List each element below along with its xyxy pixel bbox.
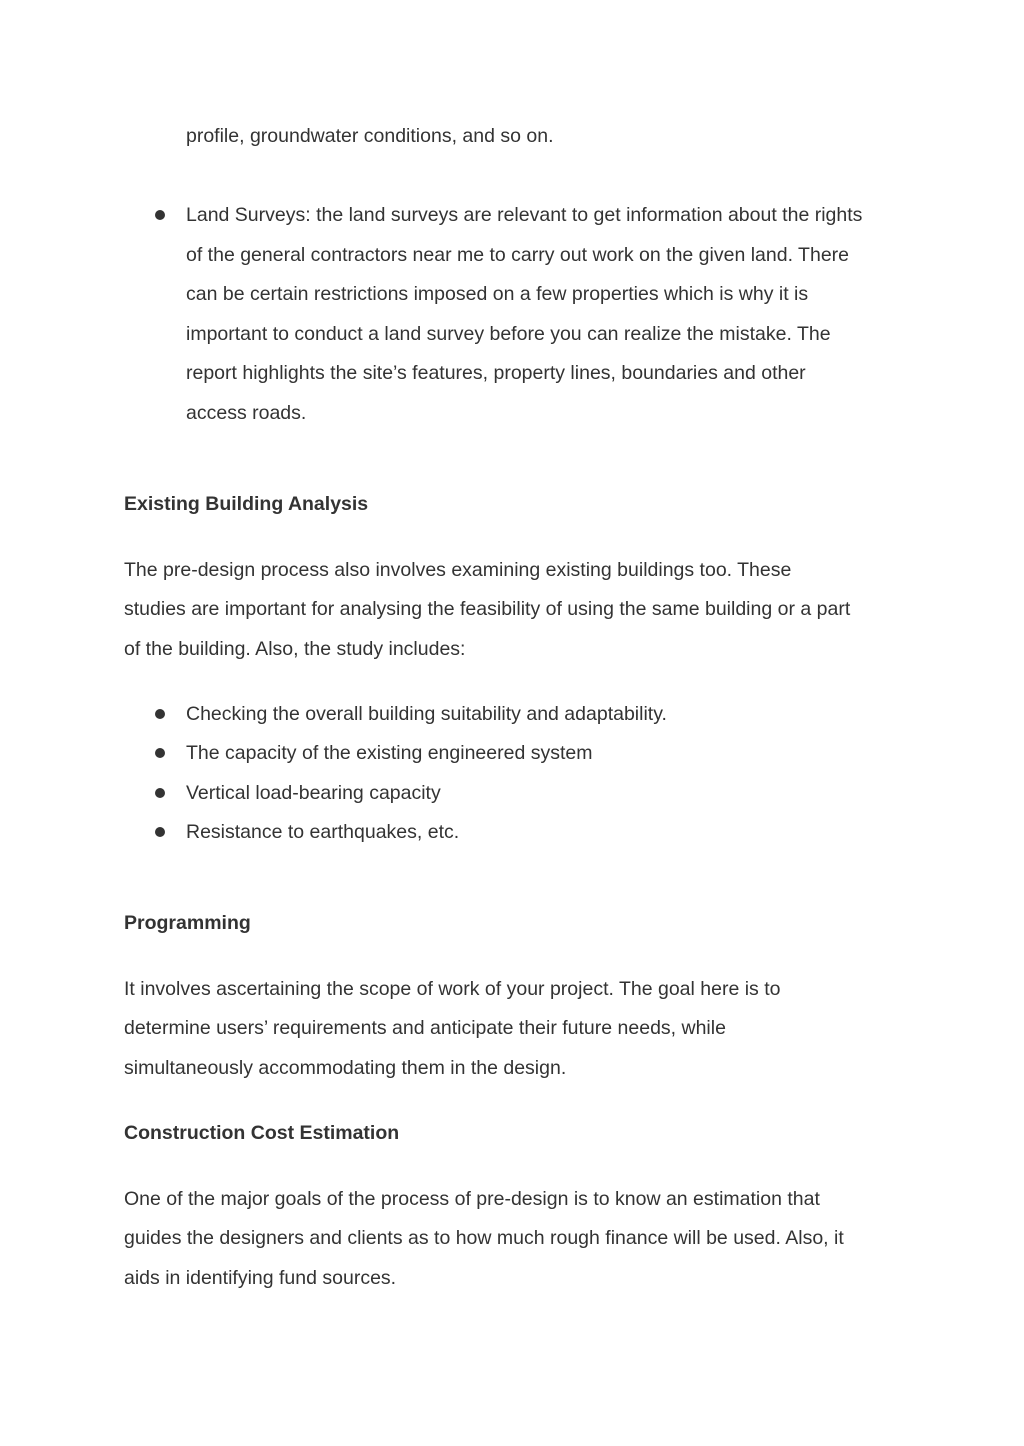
existing-building-bullet-1: Checking the overall building suitability and adaptability.: [186, 703, 667, 725]
existing-building-bullet-2: The capacity of the existing engineered system: [186, 742, 593, 764]
previous-bullet-continuation: profile, groundwater conditions, and so on.: [186, 125, 554, 147]
cost-estimation-paragraph-line-1: One of the major goals of the process of pre-design is to know an estimation that: [124, 1188, 820, 1210]
land-surveys-line-5: report highlights the site’s features, property lines, boundaries and other: [186, 362, 806, 384]
programming-heading: Programming: [124, 912, 251, 934]
land-surveys-line-1: Land Surveys: the land surveys are relevant to get information about the rights: [186, 204, 863, 226]
existing-building-paragraph-line-2: studies are important for analysing the feasibility of using the same building or a part: [124, 598, 851, 620]
programming-paragraph-line-3: simultaneously accommodating them in the design.: [124, 1057, 567, 1079]
cost-estimation-heading: Construction Cost Estimation: [124, 1122, 400, 1144]
existing-building-paragraph-line-3: of the building. Also, the study includes:: [124, 638, 466, 660]
existing-building-bullet-3: Vertical load-bearing capacity: [186, 782, 441, 804]
bullet-dot-icon: [155, 210, 165, 220]
bullet-dot-icon: [155, 827, 165, 837]
existing-building-paragraph-line-1: The pre-design process also involves examining existing buildings too. These: [124, 559, 792, 581]
land-surveys-line-4: important to conduct a land survey before you can realize the mistake. The: [186, 323, 831, 345]
land-surveys-line-2: of the general contractors near me to carry out work on the given land. There: [186, 244, 849, 266]
land-surveys-line-6: access roads.: [186, 402, 307, 424]
land-surveys-line-3: can be certain restrictions imposed on a few properties which is why it is: [186, 283, 809, 305]
existing-building-bullet-4: Resistance to earthquakes, etc.: [186, 821, 460, 843]
existing-building-heading: Existing Building Analysis: [124, 493, 369, 515]
bullet-dot-icon: [155, 748, 165, 758]
bullet-dot-icon: [155, 788, 165, 798]
bullet-dot-icon: [155, 709, 165, 719]
cost-estimation-paragraph-line-3: aids in identifying fund sources.: [124, 1267, 397, 1289]
cost-estimation-paragraph-line-2: guides the designers and clients as to how much rough finance will be used. Also, it: [124, 1227, 844, 1249]
programming-paragraph-line-1: It involves ascertaining the scope of work of your project. The goal here is to: [124, 978, 781, 1000]
programming-paragraph-line-2: determine users’ requirements and anticipate their future needs, while: [124, 1017, 726, 1039]
